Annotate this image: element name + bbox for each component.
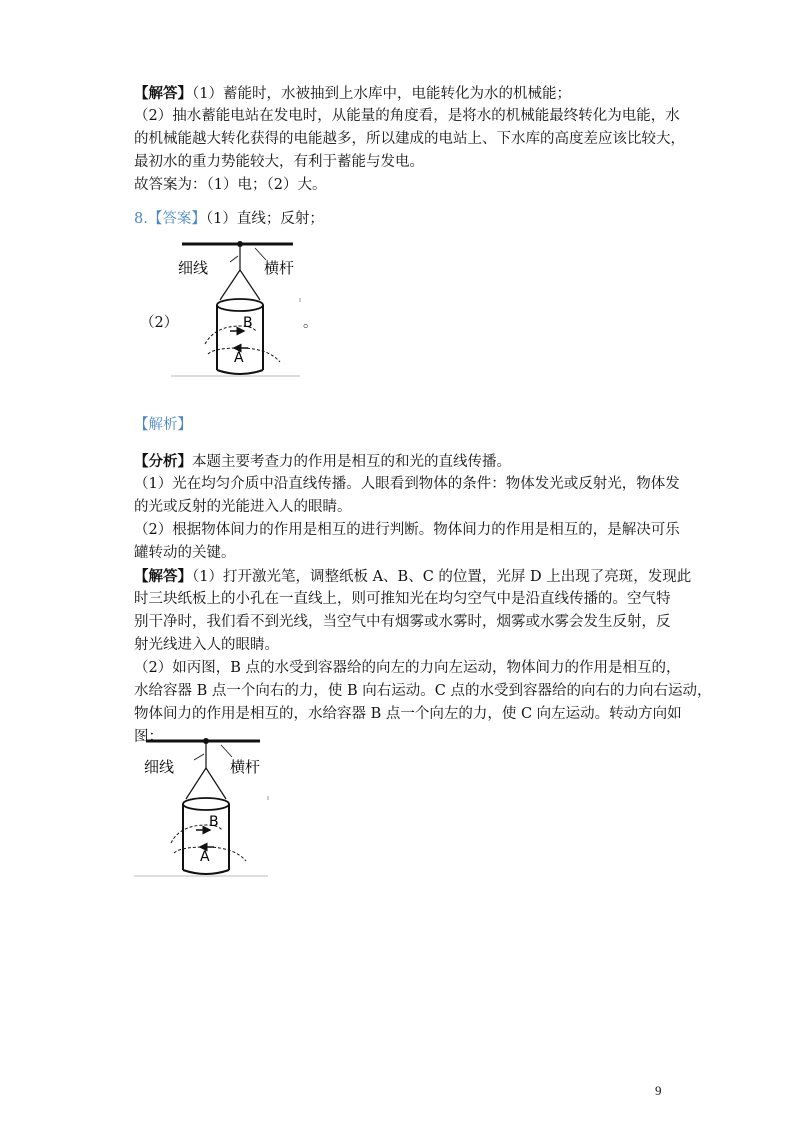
label-bar: 横杆 (230, 758, 261, 776)
answer-text-1: （1）蓄能时，水被抽到上水库中，电能转化为水的机械能； (192, 86, 571, 102)
diagram-can-figure-1 (160, 236, 310, 378)
label-string: 细线 (178, 259, 209, 277)
label-bar: 横杆 (264, 259, 295, 277)
jieda-1c: 别干净时，我们看不到光线，当空气中有烟雾或水雾时，烟雾或水雾会发生反射，反 (134, 614, 671, 630)
string-left (186, 768, 206, 799)
answer-line-3: 的机械能越大转化获得的电能越多，所以建成的电站上、下水库的高度差应该比较大， (134, 131, 685, 147)
fenxi-2b: 罐转动的关键。 (134, 545, 236, 561)
arc-a (174, 847, 246, 861)
q8-answer-text: （1）直线；反射； (205, 211, 324, 227)
label-a: A (200, 849, 210, 865)
jieda-2a: （2）如丙图，B 点的水受到容器给的向左的力向左运动，物体间力的作用是相互的， (134, 660, 681, 676)
jieda-text-1a: （1）打开激光笔，调整纸板 A、B、C 的位置，光屏 D 上出现了亮斑，发现此 (192, 569, 692, 585)
fenxi-text: 本题主要考查力的作用是相互的和光的直线传播。 (192, 454, 511, 470)
jieda-2d: 图： (134, 729, 163, 745)
can-top (183, 798, 229, 810)
can-top (217, 299, 263, 311)
fenxi-2a: （2）根据物体间力的作用是相互的进行判断。物体间力的作用是相互的，是解决可乐 (134, 522, 680, 538)
answer-line-1 (134, 82, 674, 106)
jieda-2b: 水给容器 B 点一个向右的力，使 B 向右运动。C 点的水受到容器给的向右的力向右运动， (134, 683, 712, 699)
label-b: B (209, 814, 219, 830)
label-b: B (243, 315, 253, 331)
fenxi-tag: 【分析】 (134, 453, 192, 470)
jieda-tag: 【解答】 (134, 568, 192, 585)
diagram-can-figure-2 (122, 732, 280, 878)
jieda-1b: 时三块纸板上的小孔在一直线上，则可推知光在均匀空气中是沿直线传播的。空气特 (134, 591, 671, 607)
q8-answer-line (134, 208, 674, 231)
jieda-2c: 物体间力的作用是相互的，水给容器 B 点一个向左的力，使 C 向左运动。转动方向如 (134, 706, 682, 722)
jieda-1d: 射光线进入人的眼睛。 (134, 637, 279, 653)
answer-line-4: 最初水的重力势能较大，有利于蓄能与发电。 (134, 154, 424, 170)
answer-line-2: （2）抽水蓄能电站在发电时，从能量的角度看，是将水的机械能最终转化为电能，水 (134, 108, 680, 124)
fenxi-line (134, 450, 674, 474)
can-bottom (183, 870, 229, 874)
string-label-leader (230, 256, 238, 262)
arc-a (208, 348, 280, 362)
string-right (206, 768, 226, 799)
fenxi-1b: 的光或反射的光能进入人的眼睛。 (134, 499, 352, 515)
label-string: 细线 (144, 758, 175, 776)
q8-fig-suffix: 。 (303, 315, 318, 331)
string-left (220, 270, 240, 300)
bar-label-leader (221, 745, 232, 757)
answer-line-5: 故答案为：（1）电；（2）大。 (134, 177, 327, 193)
q8-number-tag: 8.【答案】 (134, 211, 206, 227)
can-bottom (217, 370, 263, 374)
answer-tag: 【解答】 (134, 85, 192, 102)
string-label-leader (194, 754, 204, 760)
page-number: 9 (655, 1083, 662, 1098)
analysis-heading: 【解析】 (134, 417, 192, 433)
label-a: A (234, 350, 244, 366)
string-right (240, 270, 260, 300)
fenxi-1a: （1）光在均匀介质中沿直线传播。人眼看到物体的条件：物体发光或反射光，物体发 (134, 476, 680, 492)
jieda-line-1a (134, 565, 692, 589)
q8-fig-prefix: （2） (140, 315, 179, 331)
